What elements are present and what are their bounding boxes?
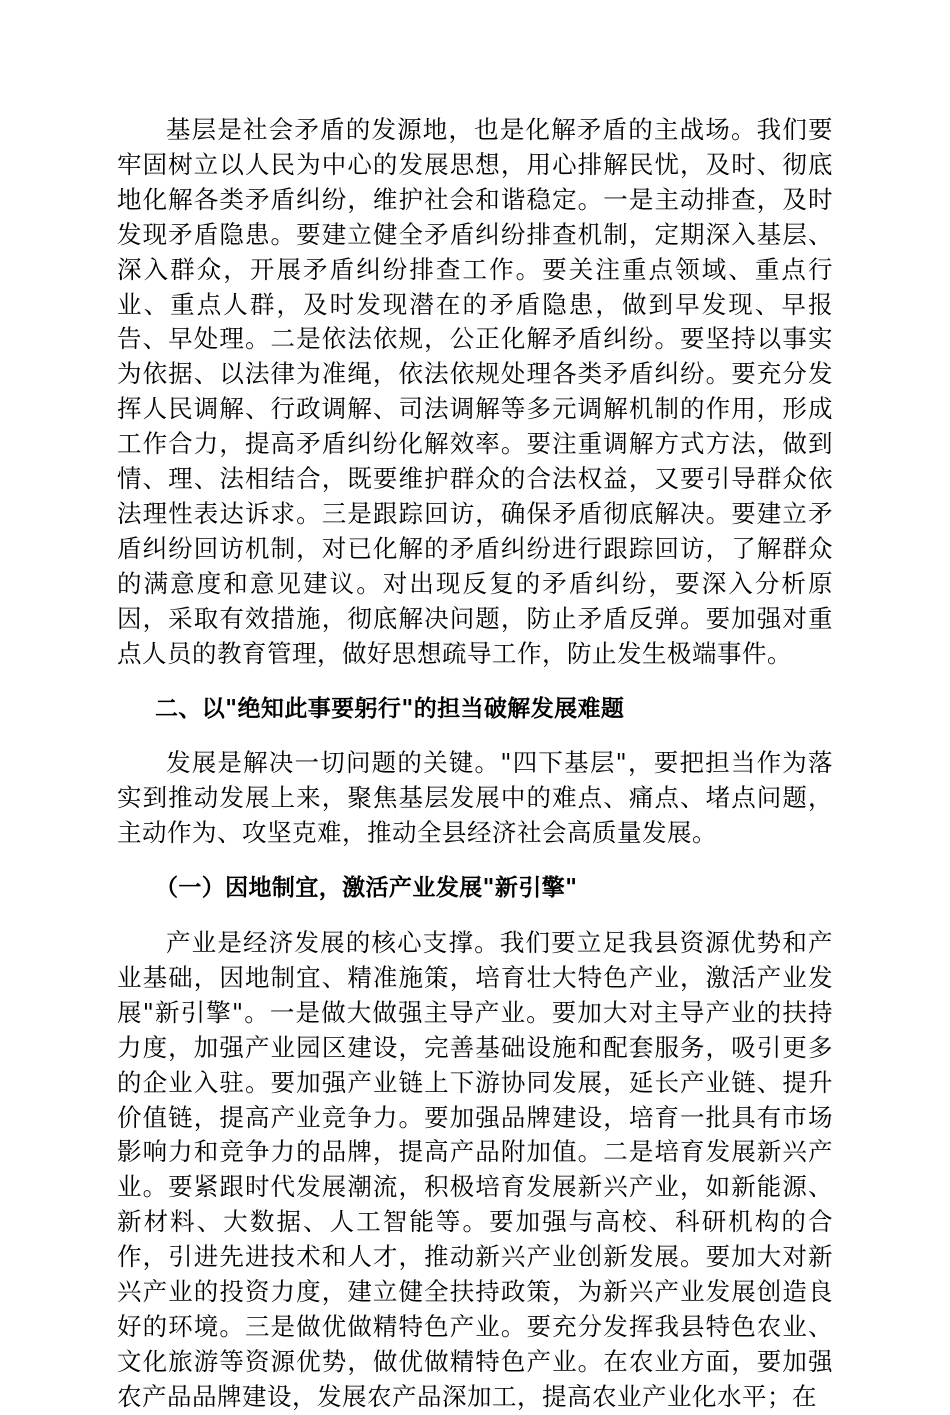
body-paragraph: 基层是社会矛盾的发源地，也是化解矛盾的主战场。我们要牢固树立以人民为中心的发展思想，用心排解民忧，及时、彻底地化解各类矛盾纠纷，维护社会和谐稳定。一是主动排查，及时发现矛盾隐患。要建立健全矛盾纠纷排查机制，定期深入基层、深入群众，开展矛盾纠纷排查工作。要关注重点领域、重点行业、重点人群，及时发现潜在的矛盾隐患，做到早发现、早报告、早处理。二是依法依规，公正化解矛盾纠纷。要坚持以事实为依据、以法律为准绳，依法依规处理各类矛盾纠纷。要充分发挥人民调解、行政调解、司法调解等多元调解机制的作用，形成工作合力，提高矛盾纠纷化解效率。要注重调解方式方法，做到情、理、法相结合，既要维护群众的合法权益，又要引导群众依法理性表达诉求。三是跟踪回访，确保矛盾彻底解决。要建立矛盾纠纷回访机制，对已化解的矛盾纠纷进行跟踪回访，了解群众的满意度和意见建议。对出现反复的矛盾纠纷，要深入分析原因，采取有效措施，彻底解决问题，防止矛盾反弹。要加强对重点人员的教育管理，做好思想疏导工作，防止发生极端事件。 — [117, 115, 833, 668]
document-page — [117, 113, 833, 1415]
body-paragraph: 产业是经济发展的核心支撑。我们要立足我县资源优势和产业基础，因地制宜、精准施策，培育壮大特色产业，激活产业发展"新引擎"。一是做大做强主导产业。要加大对主导产业的扶持力度，加强产业园区建设，完善基础设施和配套服务，吸引更多的企业入驻。要加强产业链上下游协同发展，延长产业链、提升价值链，提高产业竞争力。要加强品牌建设，培育一批具有市场影响力和竞争力的品牌，提高产品附加值。二是培育发展新兴产业。要紧跟时代发展潮流，积极培育发展新兴产业，如新能源、新材料、大数据、人工智能等。要加强与高校、科研机构的合作，引进先进技术和人才，推动新兴产业创新发展。要加大对新兴产业的投资力度，建立健全扶持政策，为新兴产业发展创造良好的环境。三是做优做精特色产业。要充分发挥我县特色农业、文化旅游等资源优势，做优做精特色产业。在农业方面，要加强农产品品牌建设，发展农产品深加工，提高农业产业化水平；在 — [117, 928, 833, 1411]
body-paragraph: 发展是解决一切问题的关键。"四下基层"，要把担当作为落实到推动发展上来，聚焦基层发展中的难点、痛点、堵点问题，主动作为、攻坚克难，推动全县经济社会高质量发展。 — [117, 748, 833, 848]
subsection-heading: （一）因地制宜，激活产业发展"新引擎" — [154, 875, 578, 902]
section-heading: 二、以"绝知此事要躬行"的担当破解发展难题 — [154, 695, 625, 722]
